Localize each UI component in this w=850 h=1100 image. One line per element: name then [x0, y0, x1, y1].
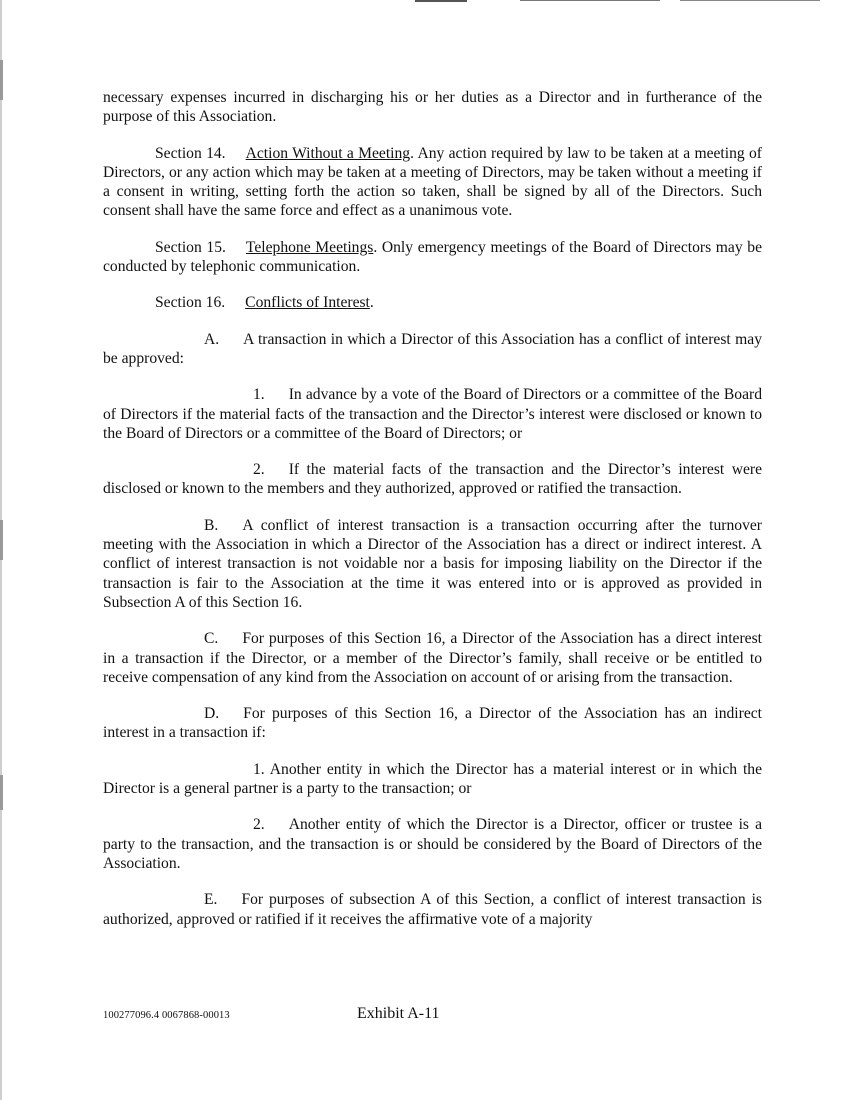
paragraph-subsection-e [103, 890, 762, 929]
paragraph-item-a2 [103, 460, 762, 499]
document-id: 100277096.4 0067868-00013 [103, 1010, 230, 1021]
item-label: 2. [253, 461, 265, 479]
paragraph-text: . [369, 294, 374, 312]
paragraph-section-16 [103, 293, 762, 312]
scan-mark-top [680, 0, 820, 1]
paragraph-intro [103, 88, 762, 127]
paragraph-text: A conflict of interest transaction is a transaction occurring after the turnover meeting with the Association in which a Director of the Association has a direct or indirect interest. A conflict of interest transaction is not voidable nor a basis for imposing liability on the Director if the transaction is fair to the Association at the time it was entered into or is approved as provided in Subsection A of this Section 16. [103, 516, 762, 611]
paragraph-text: . Only emergency meetings of the Board of Directors may be conducted by telephonic communication. [103, 238, 762, 276]
paragraph-text: . Any action required by law to be taken at a meeting of Directors, or any action which may be taken at a meeting of Directors, may be taken without a meeting if a consent in writing, setting forth the action so taken, shall be signed by all of the Directors. Such consent shall have the same force and effect as a unanimous vote. [103, 144, 762, 220]
paragraph-subsection-d [103, 704, 762, 743]
paragraph-text: If the material facts of the transaction and the Director’s interest were disclosed or known to the members and they authorized, approved or ratified the transaction. [103, 461, 762, 498]
section-number: Section 15. [155, 238, 226, 256]
section-number: Section 16. [155, 294, 226, 312]
scan-edge-mark [0, 60, 3, 100]
paragraph-item-d2 [103, 815, 762, 873]
document-body [103, 88, 762, 946]
paragraph-text: In advance by a vote of the Board of Directors or a committee of the Board of Directors if the material facts of the transaction and the Director’s interest were disclosed or known to the Board of Directors or a committee of the Board of Directors; or [103, 386, 762, 442]
exhibit-label: Exhibit A-11 [357, 1005, 440, 1022]
subsection-label: C. [204, 630, 219, 648]
scan-mark-top [415, 0, 467, 2]
paragraph-text: A transaction in which a Director of this Association has a conflict of interest may be approved: [103, 330, 762, 367]
paragraph-text: For purposes of this Section 16, a Director of the Association has a direct interest in a transaction if the Director, or a member of the Director’s family, shall receive or be entitled to receive compensation of any kind from the Association on account of or arising from the transaction. [103, 630, 762, 686]
item-label: 2. [253, 816, 265, 834]
paragraph-subsection-b [103, 516, 762, 612]
subsection-label: A. [204, 330, 220, 348]
paragraph-text: For purposes of this Section 16, a Director of the Association has an indirect interest in a transaction if: [103, 705, 762, 742]
scan-edge-mark [0, 775, 3, 810]
paragraph-section-14 [103, 144, 762, 221]
paragraph-subsection-c [103, 629, 762, 687]
paragraph-subsection-a [103, 330, 762, 369]
subsection-label: B. [204, 516, 219, 534]
subsection-label: E. [204, 891, 218, 909]
section-title: Conflicts of Interest [245, 294, 370, 312]
section-title: Telephone Meetings [245, 238, 374, 256]
paragraph-text: For purposes of subsection A of this Section, a conflict of interest transaction is authorized, approved or ratified if it receives the affirmative vote of a majority [103, 891, 762, 928]
scan-mark-top [520, 0, 660, 1]
section-title: Action Without a Meeting [245, 144, 411, 162]
paragraph-item-a1 [103, 385, 762, 443]
paragraph-text: Another entity of which the Director is a Director, officer or trustee is a party to the transaction, and the transaction is or should be considered by the Board of Directors of the Association. [103, 816, 762, 872]
subsection-label: D. [204, 705, 220, 723]
paragraph-section-15 [103, 238, 762, 277]
scan-edge-mark [0, 520, 3, 560]
item-label: 1. [253, 386, 265, 404]
paragraph-text: 1. Another entity in which the Director has a material interest or in which the Director is a general partner is a party to the transaction; or [103, 760, 762, 798]
paragraph-item-d1 [103, 760, 762, 799]
paragraph-text: necessary expenses incurred in discharging his or her duties as a Director and in furtherance of the purpose of this Association. [103, 89, 762, 126]
section-number: Section 14. [155, 144, 226, 162]
